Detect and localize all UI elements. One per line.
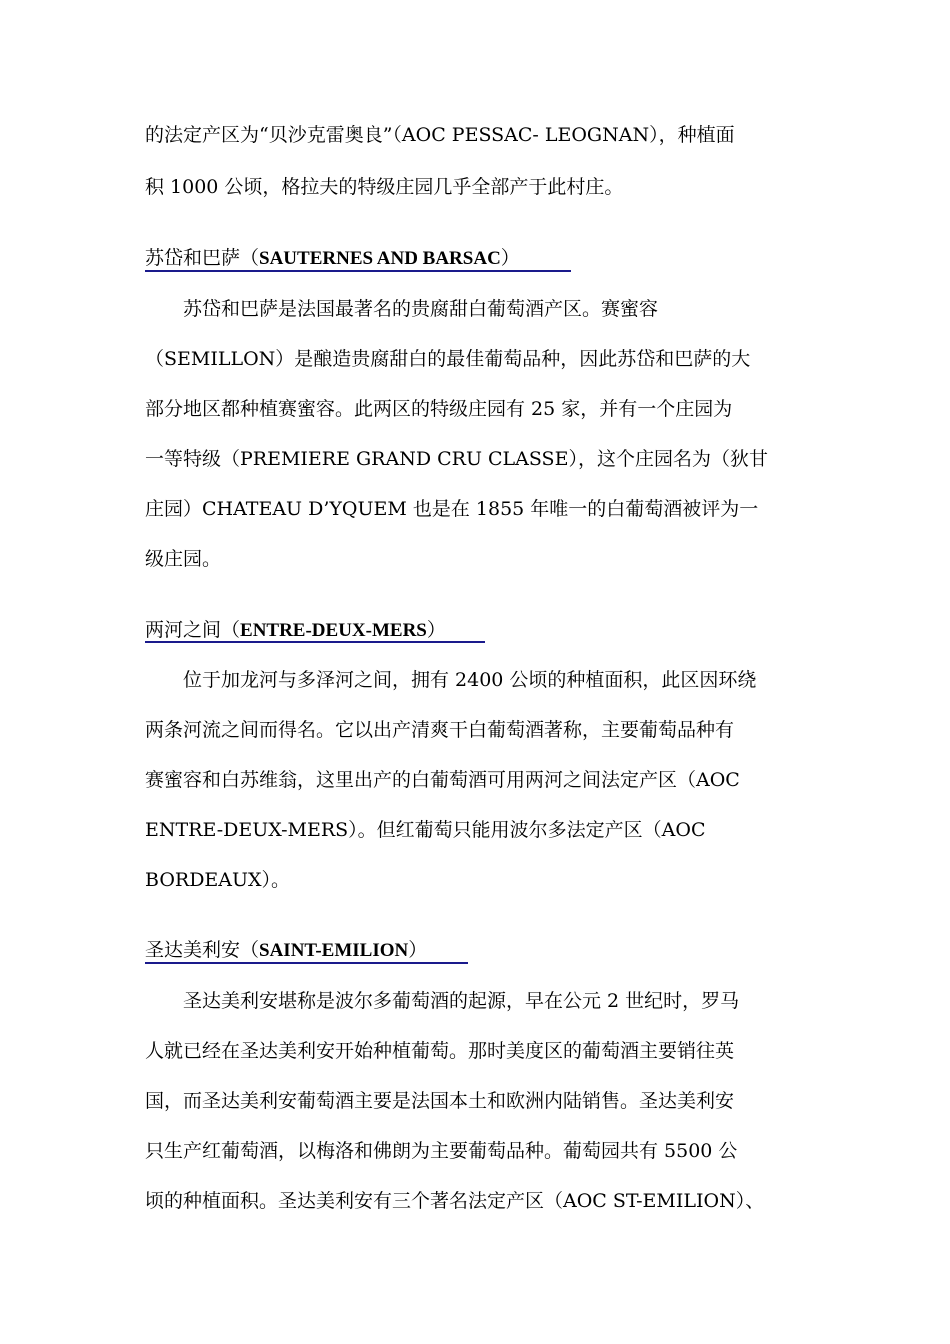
paragraph-line: 的法定产区为“贝沙克雷奥良”（AOC PESSAC- LEOGNAN），种植面 — [145, 124, 735, 146]
heading-close: ） — [500, 247, 520, 269]
paragraph-line: 只生产红葡萄酒，以梅洛和佛朗为主要葡萄品种。葡萄园共有 5500 公 — [145, 1140, 738, 1162]
heading-cn: 圣达美利安（ — [145, 939, 260, 961]
heading-underline — [145, 962, 468, 964]
paragraph-line: ENTRE-DEUX-MERS）。但红葡萄只能用波尔多法定产区（AOC — [145, 819, 706, 841]
heading-underline — [145, 270, 571, 272]
paragraph-line: 部分地区都种植赛蜜容。此两区的特级庄园有 25 家，并有一个庄园为 — [145, 398, 733, 420]
paragraph-line: （SEMILLON）是酿造贵腐甜白的最佳葡萄品种，因此苏岱和巴萨的大 — [145, 348, 751, 370]
section-heading-entre-deux-mers — [145, 617, 446, 644]
heading-cn: 苏岱和巴萨（ — [145, 247, 260, 269]
heading-close: ） — [408, 939, 428, 961]
heading-en: ENTRE-DEUX-MERS — [240, 620, 427, 641]
paragraph-line: 圣达美利安堪称是波尔多葡萄酒的起源，早在公元 2 世纪时，罗马 — [183, 990, 740, 1012]
paragraph-line: 人就已经在圣达美利安开始种植葡萄。那时美度区的葡萄酒主要销往英 — [145, 1040, 735, 1062]
section-heading-sauternes — [145, 245, 520, 272]
heading-cn: 两河之间（ — [145, 619, 241, 641]
paragraph-line: 位于加龙河与多泽河之间，拥有 2400 公顷的种植面积，此区因环绕 — [183, 669, 757, 691]
heading-en: SAUTERNES AND BARSAC — [259, 248, 501, 269]
paragraph-line: BORDEAUX）。 — [145, 869, 291, 891]
paragraph-line: 积 1000 公顷，格拉夫的特级庄园几乎全部产于此村庄。 — [145, 176, 624, 198]
paragraph-line: 苏岱和巴萨是法国最著名的贵腐甜白葡萄酒产区。赛蜜容 — [183, 298, 659, 320]
paragraph-line: 国，而圣达美利安葡萄酒主要是法国本土和欧洲内陆销售。圣达美利安 — [145, 1090, 735, 1112]
paragraph-line: 顷的种植面积。圣达美利安有三个著名法定产区（AOC ST-EMILION）、 — [145, 1190, 765, 1212]
heading-underline — [145, 641, 485, 643]
paragraph-line: 两条河流之间而得名。它以出产清爽干白葡萄酒著称，主要葡萄品种有 — [145, 719, 735, 741]
heading-en: SAINT-EMILION — [259, 940, 409, 961]
paragraph-line: 一等特级（PREMIERE GRAND CRU CLASSE），这个庄园名为（狄甘 — [145, 448, 768, 470]
heading-close: ） — [426, 619, 446, 641]
section-heading-saint-emilion — [145, 937, 427, 964]
paragraph-line: 赛蜜容和白苏维翁，这里出产的白葡萄酒可用两河之间法定产区（AOC — [145, 769, 740, 791]
paragraph-line: 庄园）CHATEAU D’YQUEM 也是在 1855 年唯一的白葡萄酒被评为一 — [145, 498, 759, 520]
paragraph-line: 级庄园。 — [145, 548, 222, 570]
